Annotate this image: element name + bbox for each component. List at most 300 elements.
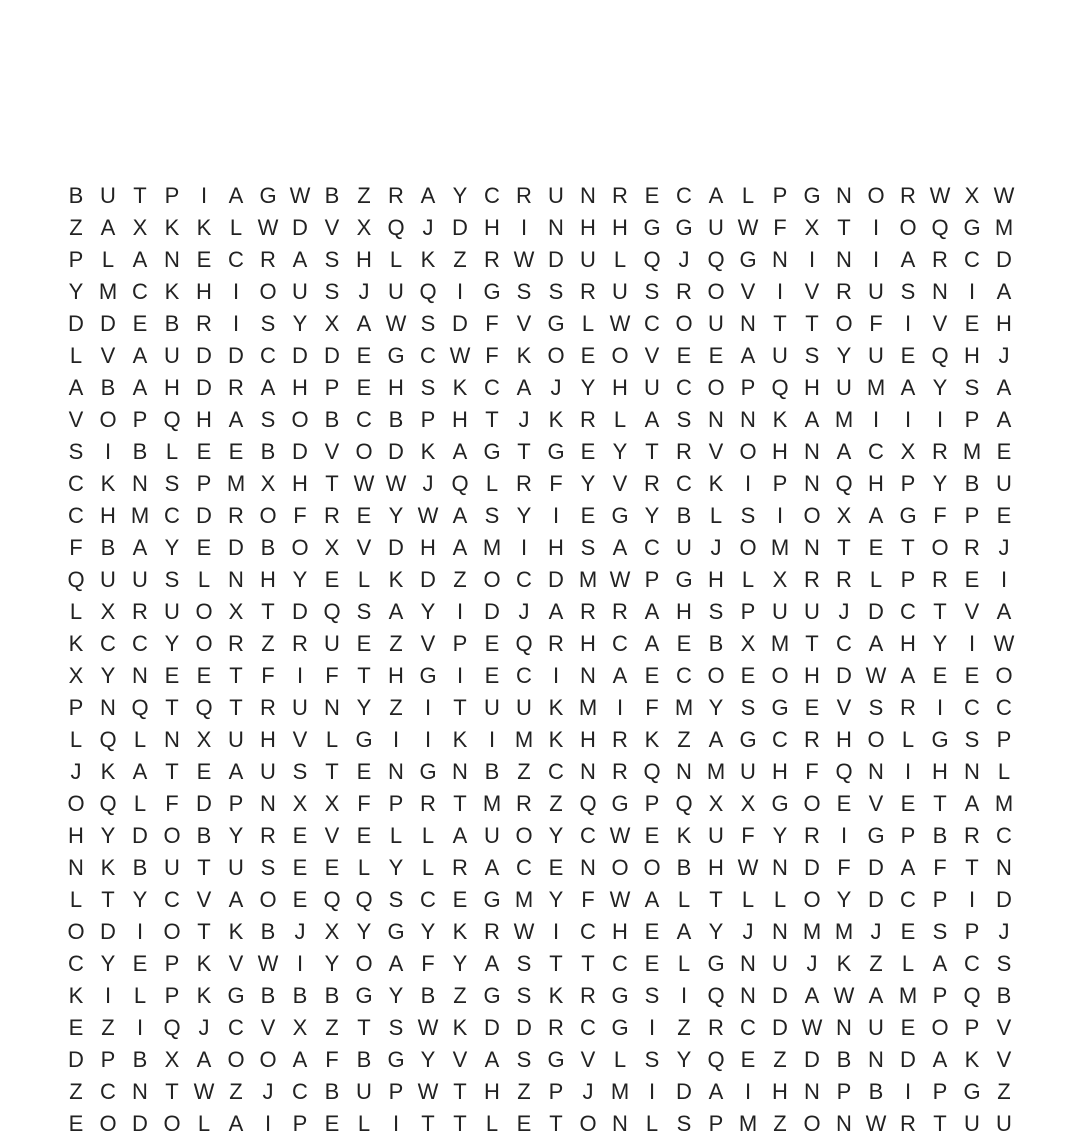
letter-cell[interactable]: W: [609, 823, 631, 848]
letter-cell[interactable]: R: [580, 279, 596, 304]
letter-cell[interactable]: X: [164, 1047, 180, 1072]
letter-cell[interactable]: A: [68, 375, 84, 400]
letter-cell[interactable]: G: [483, 439, 501, 464]
letter-cell[interactable]: A: [132, 343, 148, 368]
letter-cell[interactable]: L: [197, 567, 211, 592]
letter-cell[interactable]: S: [900, 279, 916, 304]
letter-cell[interactable]: Q: [163, 407, 181, 432]
letter-cell[interactable]: N: [964, 759, 980, 784]
letter-cell[interactable]: A: [548, 599, 564, 624]
letter-cell[interactable]: K: [68, 631, 84, 656]
letter-cell[interactable]: N: [740, 983, 756, 1008]
letter-cell[interactable]: E: [804, 695, 820, 720]
letter-cell[interactable]: Y: [772, 823, 788, 848]
letter-cell[interactable]: N: [100, 695, 116, 720]
letter-cell[interactable]: P: [388, 1079, 404, 1104]
letter-cell[interactable]: N: [836, 1015, 852, 1040]
letter-cell[interactable]: L: [133, 791, 147, 816]
letter-cell[interactable]: K: [100, 855, 116, 880]
letter-cell[interactable]: C: [676, 471, 692, 496]
letter-cell[interactable]: U: [484, 695, 500, 720]
letter-cell[interactable]: B: [708, 631, 724, 656]
letter-cell[interactable]: G: [963, 1079, 981, 1104]
letter-cell[interactable]: Y: [132, 887, 148, 912]
letter-cell[interactable]: B: [484, 759, 500, 784]
letter-cell[interactable]: Y: [932, 471, 948, 496]
letter-cell[interactable]: L: [197, 1111, 211, 1136]
letter-cell[interactable]: Y: [452, 183, 468, 208]
letter-cell[interactable]: Y: [420, 599, 436, 624]
letter-cell[interactable]: V: [100, 343, 116, 368]
letter-cell[interactable]: D: [100, 919, 116, 944]
letter-cell[interactable]: C: [164, 503, 180, 528]
letter-cell[interactable]: Q: [323, 599, 341, 624]
letter-cell[interactable]: E: [164, 663, 180, 688]
letter-cell[interactable]: C: [580, 1015, 596, 1040]
letter-cell[interactable]: E: [196, 663, 212, 688]
letter-cell[interactable]: Y: [708, 695, 724, 720]
letter-cell[interactable]: R: [132, 599, 148, 624]
letter-cell[interactable]: R: [644, 471, 660, 496]
letter-cell[interactable]: G: [899, 503, 917, 528]
letter-cell[interactable]: F: [325, 663, 339, 688]
letter-cell[interactable]: V: [804, 279, 820, 304]
letter-cell[interactable]: D: [484, 1015, 500, 1040]
letter-cell[interactable]: D: [452, 311, 468, 336]
letter-cell[interactable]: B: [100, 375, 116, 400]
letter-cell[interactable]: V: [516, 311, 532, 336]
letter-cell[interactable]: B: [260, 439, 276, 464]
letter-cell[interactable]: M: [962, 439, 982, 464]
letter-cell[interactable]: E: [644, 919, 660, 944]
letter-cell[interactable]: I: [104, 439, 112, 464]
letter-cell[interactable]: L: [677, 951, 691, 976]
letter-cell[interactable]: B: [164, 311, 180, 336]
letter-cell[interactable]: L: [389, 247, 403, 272]
letter-cell[interactable]: P: [772, 471, 788, 496]
letter-cell[interactable]: E: [356, 375, 372, 400]
letter-cell[interactable]: E: [324, 855, 340, 880]
letter-cell[interactable]: U: [228, 727, 244, 752]
letter-cell[interactable]: M: [898, 983, 918, 1008]
letter-cell[interactable]: I: [776, 279, 784, 304]
letter-cell[interactable]: L: [133, 983, 147, 1008]
letter-cell[interactable]: I: [104, 983, 112, 1008]
letter-cell[interactable]: Z: [69, 215, 83, 240]
letter-cell[interactable]: O: [515, 823, 533, 848]
letter-cell[interactable]: O: [675, 311, 693, 336]
letter-cell[interactable]: L: [485, 1111, 499, 1136]
letter-cell[interactable]: C: [612, 631, 628, 656]
letter-cell[interactable]: O: [163, 823, 181, 848]
letter-cell[interactable]: R: [612, 759, 628, 784]
letter-cell[interactable]: X: [836, 503, 852, 528]
letter-cell[interactable]: Y: [644, 503, 660, 528]
letter-cell[interactable]: K: [164, 215, 180, 240]
letter-cell[interactable]: U: [580, 247, 596, 272]
letter-cell[interactable]: O: [931, 535, 949, 560]
letter-cell[interactable]: E: [356, 631, 372, 656]
letter-cell[interactable]: T: [805, 631, 819, 656]
letter-cell[interactable]: G: [611, 791, 629, 816]
letter-cell[interactable]: L: [69, 727, 83, 752]
letter-cell[interactable]: B: [868, 1079, 884, 1104]
letter-cell[interactable]: N: [612, 1111, 628, 1136]
letter-cell[interactable]: D: [548, 247, 564, 272]
letter-cell[interactable]: I: [424, 695, 432, 720]
letter-cell[interactable]: H: [292, 471, 308, 496]
letter-cell[interactable]: Y: [388, 855, 404, 880]
letter-cell[interactable]: Y: [356, 919, 372, 944]
letter-cell[interactable]: B: [836, 1047, 852, 1072]
letter-cell[interactable]: C: [644, 535, 660, 560]
letter-cell[interactable]: T: [421, 1111, 435, 1136]
letter-cell[interactable]: X: [100, 599, 116, 624]
letter-cell[interactable]: T: [165, 695, 179, 720]
letter-cell[interactable]: Q: [451, 471, 469, 496]
letter-cell[interactable]: R: [324, 503, 340, 528]
letter-cell[interactable]: I: [488, 727, 496, 752]
letter-cell[interactable]: A: [676, 919, 692, 944]
letter-cell[interactable]: W: [257, 215, 279, 240]
letter-cell[interactable]: A: [484, 951, 500, 976]
letter-cell[interactable]: V: [68, 407, 84, 432]
letter-cell[interactable]: O: [227, 1047, 245, 1072]
letter-cell[interactable]: P: [420, 407, 436, 432]
letter-cell[interactable]: R: [228, 631, 244, 656]
letter-cell[interactable]: X: [964, 183, 980, 208]
letter-cell[interactable]: N: [932, 279, 948, 304]
letter-cell[interactable]: T: [357, 663, 371, 688]
letter-cell[interactable]: A: [868, 503, 884, 528]
letter-cell[interactable]: J: [806, 951, 818, 976]
letter-cell[interactable]: Z: [677, 1015, 691, 1040]
letter-cell[interactable]: C: [676, 375, 692, 400]
letter-cell[interactable]: Q: [195, 695, 213, 720]
letter-cell[interactable]: G: [259, 183, 277, 208]
letter-cell[interactable]: S: [964, 375, 980, 400]
letter-cell[interactable]: N: [676, 759, 692, 784]
letter-cell[interactable]: M: [738, 1111, 758, 1136]
letter-cell[interactable]: M: [482, 791, 502, 816]
letter-cell[interactable]: Y: [580, 375, 596, 400]
letter-cell[interactable]: A: [836, 439, 852, 464]
letter-cell[interactable]: T: [645, 439, 659, 464]
letter-cell[interactable]: E: [324, 567, 340, 592]
letter-cell[interactable]: R: [964, 535, 980, 560]
letter-cell[interactable]: A: [900, 663, 916, 688]
letter-cell[interactable]: R: [260, 823, 276, 848]
letter-cell[interactable]: R: [708, 1015, 724, 1040]
letter-cell[interactable]: X: [900, 439, 916, 464]
letter-cell[interactable]: T: [165, 759, 179, 784]
letter-cell[interactable]: W: [385, 471, 407, 496]
letter-cell[interactable]: C: [516, 567, 532, 592]
letter-cell[interactable]: R: [612, 183, 628, 208]
letter-cell[interactable]: P: [324, 375, 340, 400]
letter-cell[interactable]: A: [452, 535, 468, 560]
letter-cell[interactable]: M: [994, 791, 1014, 816]
letter-cell[interactable]: N: [580, 855, 596, 880]
letter-cell[interactable]: F: [805, 759, 819, 784]
letter-cell[interactable]: O: [355, 951, 373, 976]
letter-cell[interactable]: G: [483, 983, 501, 1008]
letter-cell[interactable]: P: [740, 599, 756, 624]
letter-cell[interactable]: C: [868, 439, 884, 464]
letter-cell[interactable]: R: [900, 1111, 916, 1136]
letter-cell[interactable]: A: [388, 951, 404, 976]
letter-cell[interactable]: U: [772, 343, 788, 368]
letter-cell[interactable]: A: [420, 183, 436, 208]
letter-cell[interactable]: R: [196, 311, 212, 336]
letter-cell[interactable]: X: [292, 1015, 308, 1040]
letter-cell[interactable]: A: [932, 951, 948, 976]
letter-cell[interactable]: M: [514, 727, 534, 752]
letter-cell[interactable]: E: [676, 343, 692, 368]
letter-cell[interactable]: Q: [707, 983, 725, 1008]
letter-cell[interactable]: A: [196, 1047, 212, 1072]
letter-cell[interactable]: A: [484, 1047, 500, 1072]
letter-cell[interactable]: R: [964, 823, 980, 848]
letter-cell[interactable]: W: [513, 247, 535, 272]
letter-cell[interactable]: N: [740, 407, 756, 432]
letter-cell[interactable]: U: [708, 311, 724, 336]
letter-cell[interactable]: D: [196, 375, 212, 400]
letter-cell[interactable]: A: [740, 343, 756, 368]
letter-cell[interactable]: Y: [420, 919, 436, 944]
letter-cell[interactable]: F: [549, 471, 563, 496]
letter-cell[interactable]: K: [388, 567, 404, 592]
letter-cell[interactable]: X: [324, 535, 340, 560]
letter-cell[interactable]: O: [739, 535, 757, 560]
letter-cell[interactable]: S: [516, 279, 532, 304]
letter-cell[interactable]: L: [869, 567, 883, 592]
letter-cell[interactable]: O: [163, 919, 181, 944]
letter-cell[interactable]: D: [100, 311, 116, 336]
letter-cell[interactable]: E: [324, 1111, 340, 1136]
letter-cell[interactable]: G: [547, 311, 565, 336]
letter-cell[interactable]: N: [772, 919, 788, 944]
letter-cell[interactable]: U: [132, 567, 148, 592]
letter-cell[interactable]: N: [260, 791, 276, 816]
letter-cell[interactable]: E: [484, 663, 500, 688]
letter-cell[interactable]: X: [772, 567, 788, 592]
letter-cell[interactable]: D: [996, 887, 1012, 912]
letter-cell[interactable]: B: [132, 439, 148, 464]
letter-cell[interactable]: A: [708, 1079, 724, 1104]
letter-cell[interactable]: H: [68, 823, 84, 848]
letter-cell[interactable]: Q: [387, 215, 405, 240]
letter-cell[interactable]: B: [324, 1079, 340, 1104]
letter-cell[interactable]: A: [228, 407, 244, 432]
letter-cell[interactable]: S: [324, 279, 340, 304]
letter-cell[interactable]: S: [676, 407, 692, 432]
letter-cell[interactable]: N: [132, 471, 148, 496]
letter-cell[interactable]: Z: [773, 1047, 787, 1072]
letter-cell[interactable]: C: [644, 311, 660, 336]
letter-cell[interactable]: E: [676, 631, 692, 656]
letter-cell[interactable]: R: [484, 919, 500, 944]
letter-cell[interactable]: H: [452, 407, 468, 432]
letter-cell[interactable]: G: [419, 663, 437, 688]
letter-cell[interactable]: L: [229, 215, 243, 240]
letter-cell[interactable]: L: [613, 1047, 627, 1072]
letter-cell[interactable]: F: [485, 311, 499, 336]
letter-cell[interactable]: V: [260, 1015, 276, 1040]
letter-cell[interactable]: V: [292, 727, 308, 752]
letter-cell[interactable]: R: [516, 471, 532, 496]
letter-cell[interactable]: S: [356, 599, 372, 624]
letter-cell[interactable]: S: [388, 887, 404, 912]
letter-cell[interactable]: T: [965, 855, 979, 880]
letter-cell[interactable]: C: [580, 919, 596, 944]
letter-cell[interactable]: Y: [292, 311, 308, 336]
letter-cell[interactable]: H: [484, 215, 500, 240]
letter-cell[interactable]: P: [964, 919, 980, 944]
letter-cell[interactable]: X: [324, 791, 340, 816]
letter-cell[interactable]: H: [196, 407, 212, 432]
letter-cell[interactable]: A: [644, 631, 660, 656]
letter-cell[interactable]: E: [740, 663, 756, 688]
letter-cell[interactable]: K: [836, 951, 852, 976]
letter-cell[interactable]: T: [805, 311, 819, 336]
letter-cell[interactable]: G: [675, 215, 693, 240]
letter-cell[interactable]: J: [358, 279, 370, 304]
letter-cell[interactable]: W: [513, 919, 535, 944]
letter-cell[interactable]: B: [100, 535, 116, 560]
letter-cell[interactable]: D: [132, 823, 148, 848]
letter-cell[interactable]: D: [452, 215, 468, 240]
letter-cell[interactable]: X: [356, 215, 372, 240]
letter-cell[interactable]: I: [872, 407, 880, 432]
letter-cell[interactable]: J: [70, 759, 82, 784]
letter-cell[interactable]: T: [933, 1111, 947, 1136]
letter-cell[interactable]: X: [68, 663, 84, 688]
letter-cell[interactable]: E: [644, 823, 660, 848]
letter-cell[interactable]: C: [68, 503, 84, 528]
letter-cell[interactable]: I: [456, 663, 464, 688]
letter-cell[interactable]: C: [772, 727, 788, 752]
letter-cell[interactable]: Y: [612, 439, 628, 464]
letter-cell[interactable]: L: [901, 951, 915, 976]
letter-cell[interactable]: C: [676, 183, 692, 208]
letter-cell[interactable]: V: [228, 951, 244, 976]
letter-cell[interactable]: F: [645, 695, 659, 720]
letter-cell[interactable]: A: [804, 407, 820, 432]
letter-cell[interactable]: Q: [515, 631, 533, 656]
letter-cell[interactable]: E: [292, 855, 308, 880]
letter-cell[interactable]: A: [132, 375, 148, 400]
letter-cell[interactable]: P: [900, 567, 916, 592]
letter-cell[interactable]: F: [69, 535, 83, 560]
letter-cell[interactable]: R: [228, 503, 244, 528]
letter-cell[interactable]: H: [388, 375, 404, 400]
letter-cell[interactable]: M: [834, 919, 854, 944]
letter-cell[interactable]: V: [612, 471, 628, 496]
letter-cell[interactable]: D: [132, 1111, 148, 1136]
letter-cell[interactable]: V: [356, 535, 372, 560]
letter-cell[interactable]: L: [485, 471, 499, 496]
letter-cell[interactable]: R: [612, 599, 628, 624]
letter-cell[interactable]: D: [548, 567, 564, 592]
letter-cell[interactable]: J: [838, 599, 850, 624]
letter-cell[interactable]: V: [580, 1047, 596, 1072]
letter-cell[interactable]: K: [548, 983, 564, 1008]
letter-cell[interactable]: U: [164, 855, 180, 880]
letter-cell[interactable]: P: [164, 951, 180, 976]
letter-cell[interactable]: W: [257, 951, 279, 976]
letter-cell[interactable]: N: [388, 759, 404, 784]
letter-cell[interactable]: L: [741, 887, 755, 912]
letter-cell[interactable]: A: [452, 439, 468, 464]
letter-cell[interactable]: Z: [101, 1015, 115, 1040]
letter-cell[interactable]: N: [996, 855, 1012, 880]
letter-cell[interactable]: Z: [357, 183, 371, 208]
letter-cell[interactable]: J: [742, 919, 754, 944]
letter-cell[interactable]: S: [420, 311, 436, 336]
letter-cell[interactable]: E: [900, 1015, 916, 1040]
letter-cell[interactable]: X: [740, 791, 756, 816]
letter-cell[interactable]: P: [932, 1079, 948, 1104]
letter-cell[interactable]: R: [484, 247, 500, 272]
letter-cell[interactable]: S: [964, 727, 980, 752]
letter-cell[interactable]: N: [132, 663, 148, 688]
letter-cell[interactable]: P: [164, 983, 180, 1008]
letter-cell[interactable]: I: [968, 887, 976, 912]
letter-cell[interactable]: U: [484, 823, 500, 848]
letter-cell[interactable]: H: [612, 215, 628, 240]
letter-cell[interactable]: H: [772, 759, 788, 784]
letter-cell[interactable]: Y: [228, 823, 244, 848]
letter-cell[interactable]: F: [357, 791, 371, 816]
letter-cell[interactable]: E: [964, 663, 980, 688]
letter-cell[interactable]: G: [227, 983, 245, 1008]
letter-cell[interactable]: Y: [292, 567, 308, 592]
letter-cell[interactable]: C: [260, 343, 276, 368]
letter-cell[interactable]: O: [995, 663, 1013, 688]
letter-cell[interactable]: R: [548, 1015, 564, 1040]
letter-cell[interactable]: D: [804, 1047, 820, 1072]
letter-cell[interactable]: T: [485, 407, 499, 432]
letter-cell[interactable]: H: [708, 855, 724, 880]
letter-cell[interactable]: E: [356, 823, 372, 848]
letter-cell[interactable]: E: [196, 247, 212, 272]
letter-cell[interactable]: U: [100, 183, 116, 208]
letter-cell[interactable]: Q: [323, 887, 341, 912]
letter-cell[interactable]: M: [834, 407, 854, 432]
letter-cell[interactable]: U: [260, 759, 276, 784]
letter-cell[interactable]: I: [136, 919, 144, 944]
letter-cell[interactable]: W: [865, 663, 887, 688]
letter-cell[interactable]: L: [357, 855, 371, 880]
letter-cell[interactable]: O: [195, 599, 213, 624]
letter-cell[interactable]: Y: [836, 343, 852, 368]
letter-cell[interactable]: T: [261, 599, 275, 624]
letter-cell[interactable]: Z: [869, 951, 883, 976]
letter-cell[interactable]: Y: [420, 1047, 436, 1072]
letter-cell[interactable]: U: [772, 599, 788, 624]
letter-cell[interactable]: W: [929, 183, 951, 208]
letter-cell[interactable]: G: [483, 279, 501, 304]
letter-cell[interactable]: L: [421, 823, 435, 848]
letter-cell[interactable]: O: [611, 855, 629, 880]
letter-cell[interactable]: O: [803, 887, 821, 912]
letter-cell[interactable]: K: [644, 727, 660, 752]
letter-cell[interactable]: K: [68, 983, 84, 1008]
letter-cell[interactable]: R: [676, 439, 692, 464]
letter-cell[interactable]: Y: [164, 535, 180, 560]
letter-cell[interactable]: R: [420, 791, 436, 816]
